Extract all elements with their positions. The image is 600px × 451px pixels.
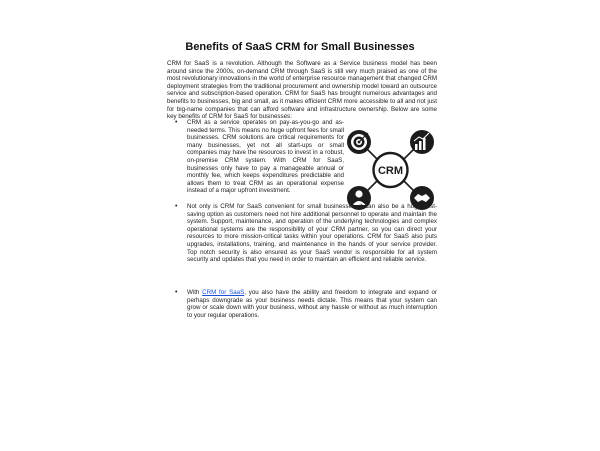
intro-paragraph: CRM for SaaS is a revolution. Although the Software as a Service business model has been around since the 2000s, on-demand CRM through SaaS is still very much praised as one of the most revolutionary innovations in the world of enterprise resource management that changed CRM deployment strategies from the traditional procurement and ownership model toward an outsource service and subscription-based operation. CRM for SaaS has brought numerous advantages and benefits to businesses, big and small, as it makes efficient CRM more accessible to all and not just for big-name companies that can afford software and infrastructure ownership. Below are some key benefits of CRM for SaaS for businesses:: [167, 60, 437, 121]
bullet-text: Not only is CRM for SaaS convenient for small businesses, it can also be a huge cost-saving option as customers need not hire additional personnel to operate and maintain the system. Support, maintenance, and operation of the underlying technologies and complex operational systems are the responsibility of your CRM partner, so you can direct your resources to more mission-critical tasks within your operations. CRM for SaaS also puts upgrades, installations, training, and maintenance in the hands of your service provider. Top notch security is also ensured as your SaaS vendor is responsible for all system security and updates that you need in order to maintain an efficient and reliable service.: [187, 203, 437, 264]
bullet-text-rest: , you also have the ability and freedom to integrate and expand or perhaps downgrade as your business needs dictate. This means that your system can grow or scale down with your business, without any hassle or without as much interruption to your regular operations.: [187, 289, 437, 319]
growth-chart-icon: [410, 130, 434, 154]
document-title: Benefits of SaaS CRM for Small Businesses: [185, 41, 415, 53]
bullet-item-3: [175, 289, 437, 319]
target-icon: [347, 130, 371, 154]
bullet-dot: •: [175, 203, 178, 210]
crm-for-saas-link[interactable]: CRM for SaaS: [202, 289, 245, 296]
crm-graphic: [343, 127, 438, 212]
bullet-dot: •: [175, 289, 178, 296]
bullet-item-2: [175, 203, 437, 264]
crm-label: CRM: [377, 165, 404, 177]
bullet-item-1: [175, 119, 344, 195]
bullet-text: CRM as a service operates on pay-as-you-go and as-needed terms. This means no huge upfront fees for small businesses. CRM solutions are critical requirements for many businesses, yet not all start-ups or small companies may have the resources to invest in a robust, on-premise CRM system. With CRM for SaaS, businesses only have to pay a manageable annual or monthly fee, which keeps expenditures predictable and allows them to treat CRM as an operational expense instead of a major upfront investment.: [187, 119, 344, 195]
bullet-text-prefix: With: [187, 289, 203, 296]
bullet-dot: •: [175, 119, 178, 126]
crm-center-badge: [374, 153, 408, 187]
